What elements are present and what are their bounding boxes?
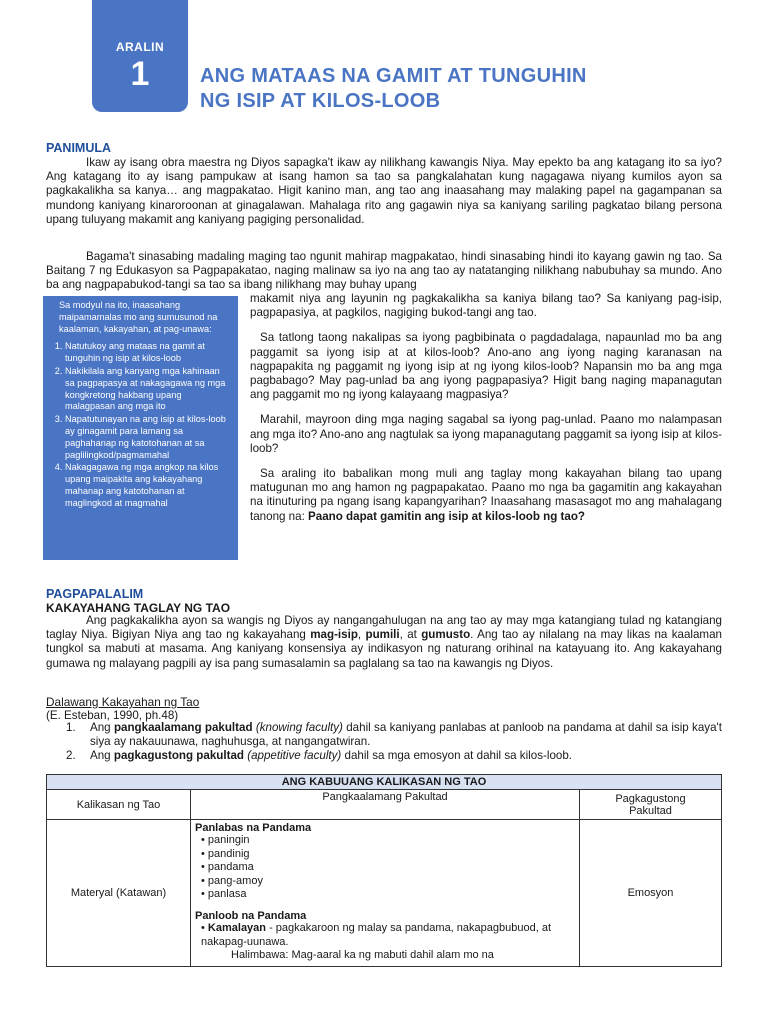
panimula-p5 [250,467,722,524]
kamalayan-desc: - pagkakaroon ng malay sa pandama, nakapagbubuod, at nakapag-uunawa. [201,921,551,948]
faculty-term: pangkaalamang pakultad [113,721,253,734]
panimula-paragraph-1 [46,156,722,227]
table-title-row [47,775,722,790]
pagpapalalim-paragraph [46,614,722,671]
term-gumusto: gumusto [421,628,471,642]
panimula-p4: Marahil, mayroon ding mga naging sagabal sa iyong pag-unlad. Paano mo nalampasan ang mga ito? Ano-ano ang nagtulak sa iyong mapanagutang paggamit sa iyong isip at kilos-loob? [250,413,722,455]
list-item: • pandama [201,861,254,874]
sense-label: paningin [207,834,250,846]
title-line-1: ANG MATAAS NA GAMIT AT TUNGUHIN [200,65,587,87]
sense-label: pandama [207,861,254,874]
pangkaalamang-cell [191,820,580,967]
panimula-p5-text: Sa araling ito babalikan mong muli ang taglay mong kakayahan bilang tao upang matugunan mo ang hamon ng pagpapakatao. Paano mo nga ba gagamitin ang kakayahan na itinuturing pa ngang isang kapangyarihan? Inaasahang masasagot mo ang mahalagang tanong na: [250,467,722,523]
kamalayan-term: Kamalayan [207,921,267,934]
col-header-kalikasan: Kalikasan ng Tao [47,790,191,820]
faculty-list [66,721,722,764]
objective-item: 4. Nakagagawa ng mga angkop na kilos upang maipakita ang kakayahang mahanap ang katotohanan at maglingkod at magmahal [65,462,230,509]
objective-item: 1. Natutukoy ang mataas na gamit at tunguhin ng isip at kilos-loob [65,341,230,365]
emosyon-cell: Emosyon [580,820,722,967]
p1-text-c: . Ang tao ay nilalang na may likas na kaalaman tungkol sa mabuti at masama. Ang kaniyang konsensiya ay indikasyon ng naturang orihinal na katayuang ito. Ang kakayahang gumawa ng malayang pagpili ay isa pang sumasalamin sa paglalang sa tao na kawangis ng Diyos. [46,628,722,670]
title-line-2: NG ISIP AT KILOS-LOOB [200,90,441,112]
faculty-item-2 [66,749,722,763]
sense-label: pandinig [207,847,250,860]
sense-label: pang-amoy [207,874,263,887]
kakayahan-subheading: KAKAYAHANG TAGLAY NG TAO [46,601,231,615]
objectives-intro: Sa modyul na ito, inaasahang maipamamalas mo ang sumusunod na kaalaman, kakayahan, at pag-unawa: [59,300,218,334]
col-header-pagkagustong: Pagkagustong Pakultad [580,790,722,820]
faculty-pre: Ang [90,721,114,734]
faculty-english: (appetitive faculty) [243,749,342,763]
panimula-p1: Ikaw ay isang obra maestra ng Diyos sapagka't ikaw ay nilikhang kawangis Niya. May epekto ba ang katagang ito sa iyo? Ang katagang ito ay isang pampukaw at isang hamon sa tao sa pangkalahatan kung nagagawa niyang kumilos ayon sa pagkakalikha sa kanya… ang magpakatao. Higit kanino man, ang tao ang inaasahang may malaking papel na gagampanan sa mundong kaniyang kinaroroonan at ginagalawan. Mahalaga rito ang gagawin niya sa kaniyang sariling pagkatao bilang persona upang tuluyang makamit ang kaniyang pagiging personalidad. [46,156,722,226]
faculty-term: pagkagustong pakultad [113,749,244,763]
col-header-pangkaalamang: Pangkaalamang Pakultad [191,790,580,820]
lesson-label: ARALIN [115,40,165,54]
citation: (E. Esteban, 1990, ph.48) [46,709,179,722]
list-item: • pang-amoy [201,874,263,887]
panloob-heading: Panloob na Pandama [195,909,307,922]
row-label-materyal: Materyal (Katawan) [47,820,191,967]
faculty-number: 1. [66,721,76,734]
objective-item: 2. Nakikilala ang kanyang mga kahinaan sa pagpapasya at nakagagawa ng mga kongkretong hakbang upang malagpasan ang mga ito [65,366,230,413]
lesson-badge [92,0,188,112]
faculty-desc: dahil sa kaniyang panlabas at panloob na pandama at dahil sa isip kaya't siya ay nakauunawa, naghuhusga, at nangangatwiran. [90,721,722,749]
faculty-desc: dahil sa mga emosyon at dahil sa kilos-loob. [341,749,573,763]
p1-sep-2: , at [399,628,422,642]
list-item: • pandinig [201,847,250,860]
table-title: ANG KABUUANG KALIKASAN NG TAO [47,775,722,790]
term-mag-isip: mag-isip [310,628,358,642]
pagpapalalim-p1 [46,614,722,671]
kamalayan-item: • Kamalayan - pagkakaroon ng malay sa pandama, nakapagbubuod, at nakapag-uunawa. [201,921,551,948]
dalawang-kakayahan-heading: Dalawang Kakayahan ng Tao [46,695,200,709]
lesson-title [200,64,740,114]
faculty-number: 2. [66,749,76,763]
faculty-item-1 [66,721,722,749]
faculty-pre: Ang [90,749,114,763]
panimula-p2-continued: makamit niya ang layunin ng pagkakalikha sa kaniya bilang tao? Sa kaniyang pag-isip, pagpapasiya, at pagkilos, nagiging bukod-tangi ang tao. [250,292,722,320]
halimbawa-text: Halimbawa: Mag-aaral ka ng mabuti dahil alam mo na [231,949,494,962]
objectives-list [51,341,230,509]
sense-label: panlasa [207,888,247,901]
panlabas-heading: Panlabas na Pandama [195,822,312,834]
list-item: • paningin [201,834,250,846]
p1-sep-1: , [357,628,366,642]
lesson-number: 1 [130,55,150,93]
panimula-p3: Sa tatlong taong nakalipas sa iyong pagbibinata o pagdadalaga, napaunlad mo ba ang paggamit sa iyong isip at at kilos-loob? Ano-ano ang iyong naging karanasan na nagpapakita ng paggamit ng iyong isip at ng iyong kilos-loob? Napansin mo ba ang mga pagbabago? May pag-unlad ba ang iyong pagpapasiya? Higit bang naging mapanagutan ang paggamit mo ng iyong kalayaang magpasiya? [250,331,722,402]
pagpapalalim-heading: PAGPAPALALIM [46,587,144,601]
kalikasan-table [46,774,722,967]
list-item: • panlasa [201,888,247,901]
faculty-english: (knowing faculty) [252,721,343,734]
p1-text-a: Ang pagkakalikha ayon sa wangis ng Diyos ay nangangahulugan na ang tao ay may mga katangiang tulad ng katangiang taglay Niya. Bigiyan Niya ang tao ng kakayahang [46,614,722,642]
term-pumili: pumili [365,628,400,642]
panimula-right-column [250,292,722,524]
objectives-box [43,296,238,560]
panimula-paragraph-2 [46,250,722,293]
table-row [47,820,722,967]
panimula-p2: Bagama't sinasabing madaling maging tao ngunit mahirap magpakatao, hindi sinasabing hindi ito kayang gawin ng tao. Sa Baitang 7 ng Edukasyon sa Pagpapakatao, naging malinaw sa iyo na ang tao ay natatanging nilikhang nabubuhay sa mundo. Ano ba ang nagpapabukod-tangi sa tao sa ibang nilikhang may buhay upang [46,250,722,292]
panlabas-list [195,834,579,902]
table-header-row [47,790,722,820]
panimula-heading: PANIMULA [46,141,112,155]
objective-item: 3. Napatutunayan na ang isip at kilos-loob ay ginagamit para lamang sa paghahanap ng katotohanan at sa paglilingkod/pagmamahal [65,414,230,461]
key-question: Paano dapat gamitin ang isip at kilos-loob ng tao? [308,509,586,523]
